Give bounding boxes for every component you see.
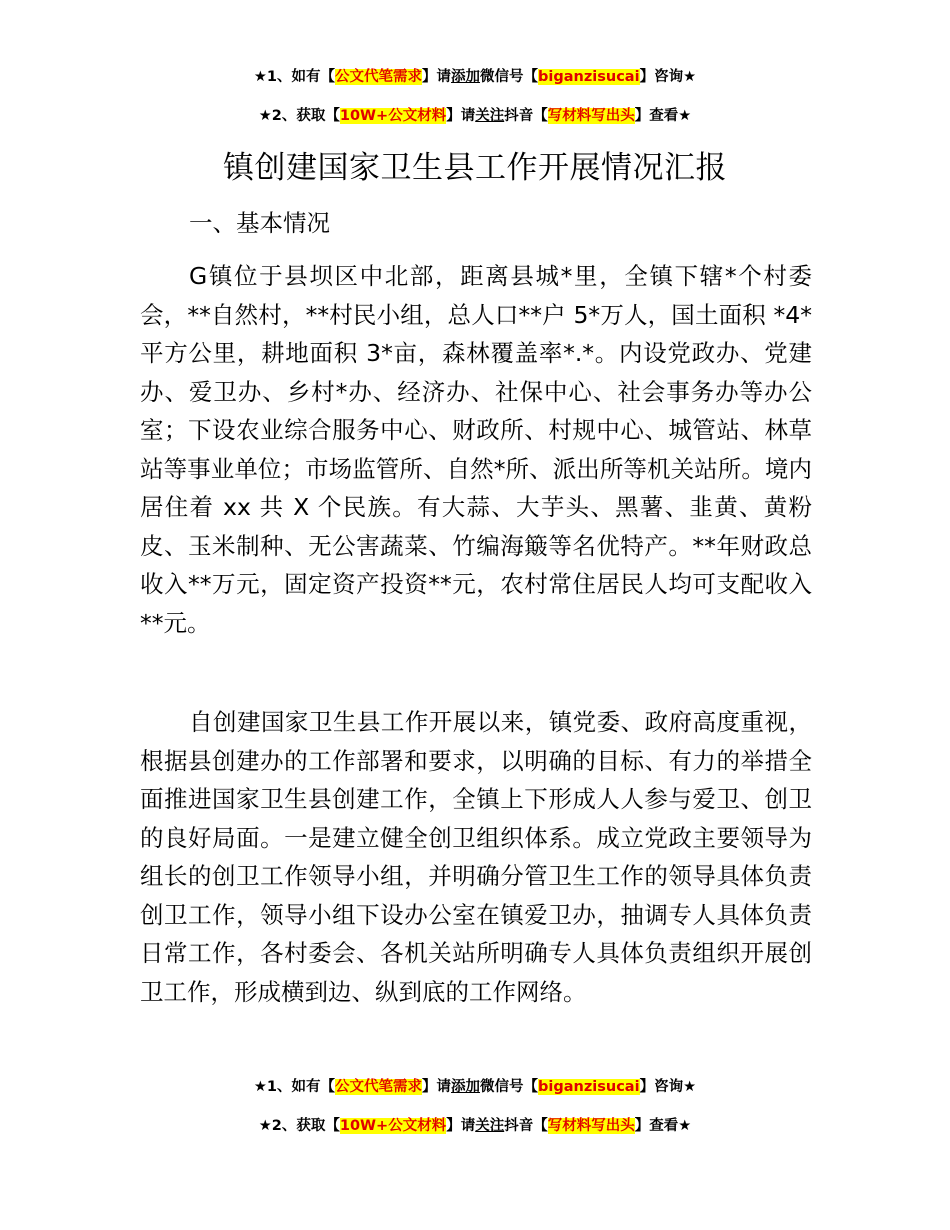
promo-highlight-wechat-id: biganzisucai xyxy=(538,69,640,85)
promo-text: 抖音【 xyxy=(504,1118,548,1134)
promo-highlight-service: 公文代笔需求 xyxy=(335,69,423,85)
star-icon: ★ xyxy=(258,1118,272,1134)
promo-highlight-materials: 10W+公文材料 xyxy=(339,108,447,124)
promo-underlined-action: 关注 xyxy=(475,1118,505,1134)
star-icon: ★ xyxy=(678,1118,692,1134)
promo-text: 2、获取【 xyxy=(271,1118,340,1134)
promo-text: 】请 xyxy=(446,108,476,124)
document-title: 镇创建国家卫生县工作开展情况汇报 xyxy=(223,150,727,186)
promo-text: 1、如有【 xyxy=(266,69,336,85)
star-icon: ★ xyxy=(258,108,272,124)
star-icon: ★ xyxy=(683,69,697,85)
promo-text: 微信号【 xyxy=(480,1079,539,1095)
promo-underlined-action: 添加 xyxy=(451,69,481,85)
promo-text: 】查看 xyxy=(634,108,679,124)
star-icon: ★ xyxy=(683,1079,697,1095)
promo-line-top-2 xyxy=(0,105,950,127)
star-icon: ★ xyxy=(253,69,267,85)
promo-text: 】咨询 xyxy=(639,1079,684,1095)
promo-highlight-materials: 10W+公文材料 xyxy=(339,1118,447,1134)
promo-line-bottom-1 xyxy=(0,1076,950,1098)
promo-text: 】请 xyxy=(422,1079,452,1095)
promo-highlight-service: 公文代笔需求 xyxy=(335,1079,423,1095)
promo-underlined-action: 关注 xyxy=(475,108,505,124)
star-icon: ★ xyxy=(253,1079,267,1095)
promo-highlight-wechat-id: biganzisucai xyxy=(538,1079,640,1095)
promo-text: 】查看 xyxy=(634,1118,679,1134)
promo-text: 抖音【 xyxy=(504,108,548,124)
promo-text: 】咨询 xyxy=(639,69,684,85)
promo-highlight-douyin: 写材料写出头 xyxy=(547,1118,635,1134)
promo-underlined-action: 添加 xyxy=(451,1079,481,1095)
body-paragraph-1: G镇位于县坝区中北部，距离县城*里，全镇下辖*个村委会，**自然村，**村民小组，总人口**户 5*万人，国土面积 *4*平方公里，耕地面积 3*亩，森林覆盖率*.*。内设党政办、党建办、爱卫办、乡村*办、经济办、社保中心、社会事务办等办公室；下设农业综合服务中心、财政所、村规中心、城管站、林草站等事业单位；市场监管所、自然*所、派出所等机关站所。境内居住着 xx 共 X 个民族。有大蒜、大芋头、黑薯、韭黄、黄粉皮、玉米制种、无公害蔬菜、竹编海簸等名优特产。**年财政总收入**万元，固定资产投资**元，农村常住居民人均可支配收入**元。 xyxy=(140,262,812,637)
promo-text: 1、如有【 xyxy=(266,1079,336,1095)
section-heading: 一、基本情况 xyxy=(189,209,330,237)
promo-text: 】请 xyxy=(422,69,452,85)
promo-highlight-douyin: 写材料写出头 xyxy=(547,108,635,124)
body-paragraph-2: 自创建国家卫生县工作开展以来，镇党委、政府高度重视，根据县创建办的工作部署和要求，以明确的目标、有力的举措全面推进国家卫生县创建工作，全镇上下形成人人参与爱卫、创卫的良好局面。一是建立健全创卫组织体系。成立党政主要领导为组长的创卫工作领导小组，并明确分管卫生工作的领导具体负责创卫工作，领导小组下设办公室在镇爱卫办，抽调专人具体负责日常工作，各村委会、各机关站所明确专人具体负责组织开展创卫工作，形成横到边、纵到底的工作网络。 xyxy=(140,708,812,1006)
promo-text: 】请 xyxy=(446,1118,476,1134)
promo-line-bottom-2 xyxy=(0,1115,950,1137)
star-icon: ★ xyxy=(678,108,692,124)
promo-text: 2、获取【 xyxy=(271,108,340,124)
promo-line-top-1 xyxy=(0,66,950,88)
promo-text: 微信号【 xyxy=(480,69,539,85)
